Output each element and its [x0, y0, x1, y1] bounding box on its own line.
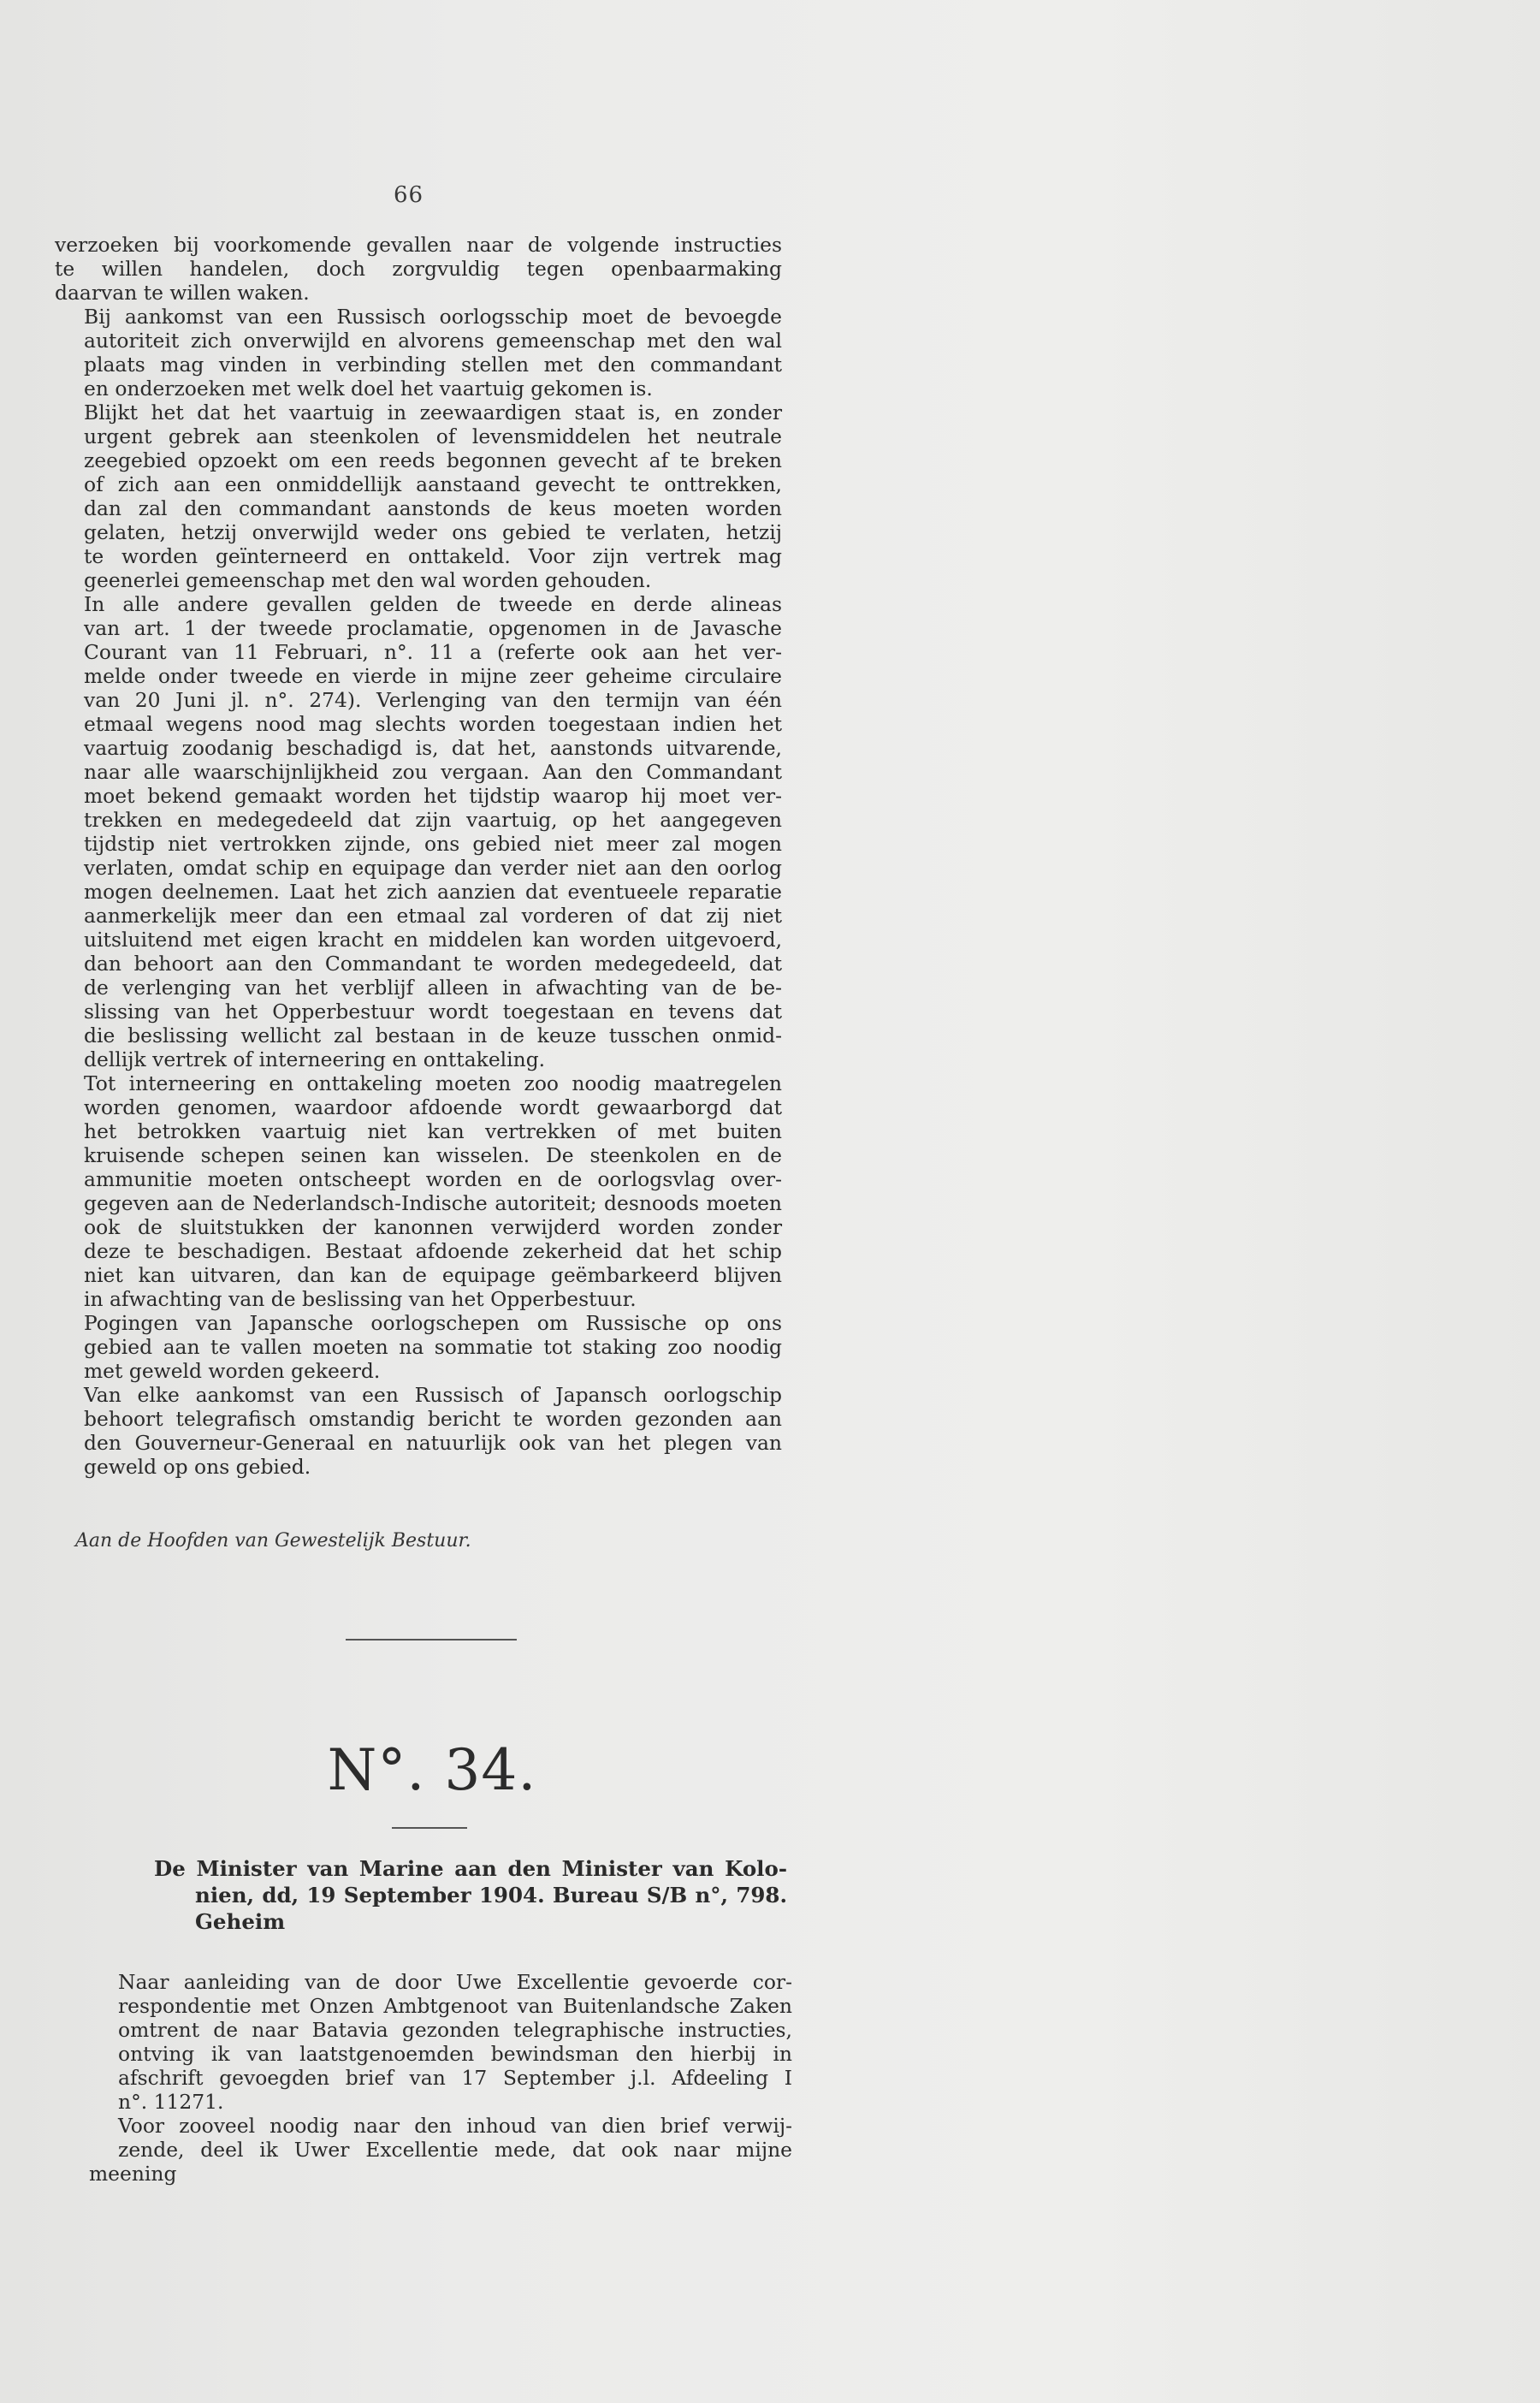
text-line: worden genomen, waardoor afdoende wordt gewaarborgd dat	[84, 1095, 782, 1119]
paragraph	[55, 1071, 782, 1311]
paragraph	[55, 592, 782, 1071]
paragraph	[55, 305, 782, 400]
heading-line: nien, dd, 19 September 1904. Bureau S/B n°, 798.	[195, 1883, 787, 1908]
text-line: Voor zooveel noodig naar den inhoud van dien brief verwij-	[118, 2114, 792, 2138]
text-line: verzoeken bij voorkomende gevallen naar de volgende instructies	[55, 233, 782, 257]
text-line: gebied aan te vallen moeten na sommatie tot staking zoo noodig	[84, 1335, 782, 1359]
paragraph	[89, 2114, 792, 2186]
text-line: melde onder tweede en vierde in mijne zeer geheime circulaire	[84, 664, 782, 688]
paragraph	[55, 1383, 782, 1479]
text-line: te worden geïnterneerd en onttakeld. Voor zijn vertrek mag	[84, 544, 782, 568]
paragraph	[55, 1311, 782, 1383]
text-line: dan behoort aan den Commandant te worden medegedeeld, dat	[84, 952, 782, 976]
text-line: geweld op ons gebied.	[84, 1455, 311, 1479]
text-line: deze te beschadigen. Bestaat afdoende zekerheid dat het schip	[84, 1239, 782, 1263]
letter-body-part-1	[55, 233, 782, 1479]
text-line: tijdstip niet vertrokken zijnde, ons gebied niet meer zal mogen	[84, 832, 782, 856]
text-line: behoort telegrafisch omstandig bericht te worden gezonden aan	[84, 1407, 782, 1431]
addressee-line: Aan de Hoofden van Gewestelijk Bestuur.	[75, 1530, 471, 1552]
letter-body-part-2	[89, 1970, 792, 2186]
text-line: Van elke aankomst van een Russisch of Japansch oorlogschip	[84, 1383, 782, 1407]
text-line: In alle andere gevallen gelden de tweede en derde alineas	[84, 592, 782, 616]
text-line: zende, deel ik Uwer Excellentie mede, dat ook naar mijne meening	[89, 2138, 792, 2186]
page-number: 66	[394, 182, 424, 208]
text-line: urgent gebrek aan steenkolen of levensmiddelen het neutrale	[84, 424, 782, 448]
text-line: ammunitie moeten ontscheept worden en de oorlogsvlag over-	[84, 1167, 782, 1191]
text-line: Blijkt het dat het vaartuig in zeewaardigen staat is, en zonder	[84, 400, 782, 424]
text-line: plaats mag vinden in verbinding stellen met den commandant	[84, 353, 782, 377]
text-line: Courant van 11 Februari, n°. 11 a (referte ook aan het ver-	[84, 640, 782, 664]
text-line: etmaal wegens nood mag slechts worden toegestaan indien het	[84, 712, 782, 736]
text-line: Pogingen van Japansche oorlogschepen om Russische op ons	[84, 1311, 782, 1335]
text-line: n°. 11271.	[118, 2090, 224, 2114]
text-line: mogen deelnemen. Laat het zich aanzien dat eventueele reparatie	[84, 880, 782, 904]
text-line: niet kan uitvaren, dan kan de equipage geëmbarkeerd blijven	[84, 1263, 782, 1287]
text-line: trekken en medegedeeld dat zijn vaartuig, op het aangegeven	[84, 808, 782, 832]
text-line: van art. 1 der tweede proclamatie, opgenomen in de Javasche	[84, 616, 782, 640]
text-line: het betrokken vaartuig niet kan vertrekken of met buiten	[84, 1119, 782, 1143]
text-line: dan zal den commandant aanstonds de keus moeten worden	[84, 496, 782, 520]
text-line: van 20 Juni jl. n°. 274). Verlenging van den termijn van één	[84, 688, 782, 712]
text-line: geenerlei gemeenschap met den wal worden gehouden.	[84, 568, 652, 592]
text-line: moet bekend gemaakt worden het tijdstip waarop hij moet ver-	[84, 784, 782, 808]
text-line: en onderzoeken met welk doel het vaartuig gekomen is.	[84, 377, 653, 400]
text-line: naar alle waarschijnlijkheid zou vergaan. Aan den Commandant	[84, 760, 782, 784]
title-divider	[392, 1827, 467, 1829]
paragraph	[89, 1970, 792, 2114]
heading-line: De Minister van Marine aan den Minister van Kolo-	[154, 1856, 787, 1881]
document-number: N°. 34.	[327, 1737, 537, 1803]
text-line: zeegebied opzoekt om een reeds begonnen gevecht af te breken	[84, 448, 782, 472]
text-line: verlaten, omdat schip en equipage dan verder niet aan den oorlog	[84, 856, 782, 880]
text-line: ontving ik van laatstgenoemden bewindsman den hierbij in	[118, 2042, 792, 2066]
text-line: gelaten, hetzij onverwijld weder ons gebied te verlaten, hetzij	[84, 520, 782, 544]
text-line: ook de sluitstukken der kanonnen verwijderd worden zonder	[84, 1215, 782, 1239]
text-line: te willen handelen, doch zorgvuldig tegen openbaarmaking	[55, 257, 782, 281]
section-divider	[346, 1639, 517, 1641]
text-line: kruisende schepen seinen kan wisselen. De steenkolen en de	[84, 1143, 782, 1167]
paragraph	[55, 233, 782, 305]
text-line: met geweld worden gekeerd.	[84, 1359, 381, 1383]
text-line: slissing van het Opperbestuur wordt toegestaan en tevens dat	[84, 1000, 782, 1024]
heading-line: Geheim	[195, 1909, 286, 1934]
document-heading	[154, 1855, 787, 1935]
text-line: gegeven aan de Nederlandsch-Indische autoriteit; desnoods moeten	[84, 1191, 782, 1215]
text-line: de verlenging van het verblijf alleen in afwachting van de be-	[84, 976, 782, 1000]
text-line: respondentie met Onzen Ambtgenoot van Buitenlandsche Zaken	[118, 1994, 792, 2018]
text-line: vaartuig zoodanig beschadigd is, dat het, aanstonds uitvarende,	[84, 736, 782, 760]
text-line: Tot interneering en onttakeling moeten zoo noodig maatregelen	[84, 1071, 782, 1095]
text-line: of zich aan een onmiddellijk aanstaand gevecht te onttrekken,	[84, 472, 782, 496]
text-line: daarvan te willen waken.	[55, 281, 310, 305]
text-line: autoriteit zich onverwijld en alvorens gemeenschap met den wal	[84, 329, 782, 353]
text-line: in afwachting van de beslissing van het Opperbestuur.	[84, 1287, 637, 1311]
text-line: omtrent de naar Batavia gezonden telegraphische instructies,	[118, 2018, 792, 2042]
paragraph	[55, 400, 782, 592]
text-line: aanmerkelijk meer dan een etmaal zal vorderen of dat zij niet	[84, 904, 782, 928]
text-line: dellijk vertrek of interneering en onttakeling.	[84, 1047, 546, 1071]
text-line: die beslissing wellicht zal bestaan in de keuze tusschen onmid-	[84, 1024, 782, 1047]
text-line: afschrift gevoegden brief van 17 September j.l. Afdeeling I	[118, 2066, 792, 2090]
text-line: Bij aankomst van een Russisch oorlogsschip moet de bevoegde	[84, 305, 782, 329]
text-line: den Gouverneur-Generaal en natuurlijk ook van het plegen van	[84, 1431, 782, 1455]
text-line: Naar aanleiding van de door Uwe Excellentie gevoerde cor-	[118, 1970, 792, 1994]
text-line: uitsluitend met eigen kracht en middelen kan worden uitgevoerd,	[84, 928, 782, 952]
